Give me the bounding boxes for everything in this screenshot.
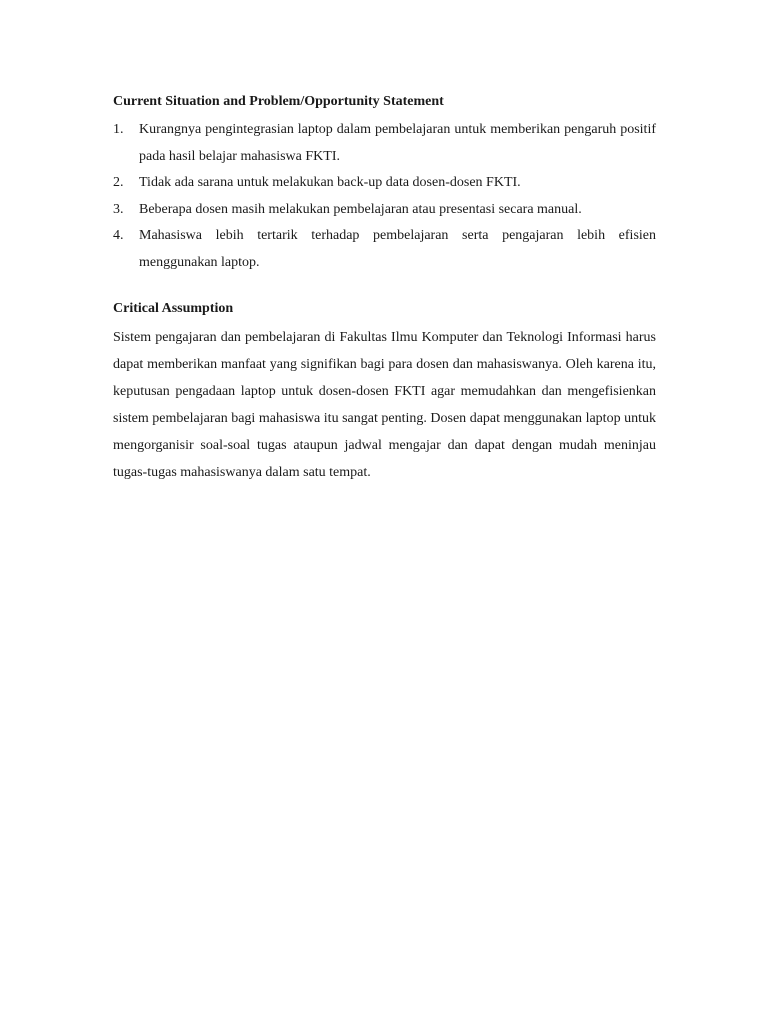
critical-assumption-paragraph: Sistem pengajaran dan pembelajaran di Fakultas Ilmu Komputer dan Teknologi Informasi harus dapat memberikan manfaat yang signifikan bagi para dosen dan mahasiswanya. Oleh karena itu, keputusan pengadaan laptop untuk dosen-dosen FKTI agar memudahkan dan mengefisienkan sistem pembelajaran bagi mahasiswa itu sangat penting. Dosen dapat menggunakan laptop untuk mengorganisir soal-soal tugas ataupun jadwal mengajar dan dapat dengan mudah meninjau tugas-tugas mahasiswanya dalam satu tempat. — [113, 330, 656, 480]
problem-statement-list — [113, 117, 656, 276]
list-item-number: 2. — [113, 175, 124, 190]
list-item-text: Kurangnya pengintegrasian laptop dalam pembelajaran untuk memberikan pengaruh positif pada hasil belajar mahasiswa FKTI. — [139, 122, 656, 164]
list-item — [113, 223, 656, 276]
list-item-text: Tidak ada sarana untuk melakukan back-up data dosen-dosen FKTI. — [139, 175, 521, 190]
list-item — [113, 170, 656, 197]
list-item — [113, 197, 656, 224]
list-item-number: 4. — [113, 228, 124, 243]
list-item-number: 3. — [113, 201, 124, 217]
section-heading-critical-assumption: Critical Assumption — [113, 301, 234, 316]
section-heading-current-situation: Current Situation and Problem/Opportunity Statement — [113, 94, 444, 109]
list-item-text: Beberapa dosen masih melakukan pembelajaran atau presentasi secara manual. — [139, 201, 582, 217]
list-item-text: Mahasiswa lebih tertarik terhadap pembelajaran serta pengajaran lebih efisien menggunakan laptop. — [139, 228, 656, 270]
list-item — [113, 117, 656, 170]
section-spacer — [113, 276, 656, 299]
list-item-number: 1. — [113, 122, 124, 137]
